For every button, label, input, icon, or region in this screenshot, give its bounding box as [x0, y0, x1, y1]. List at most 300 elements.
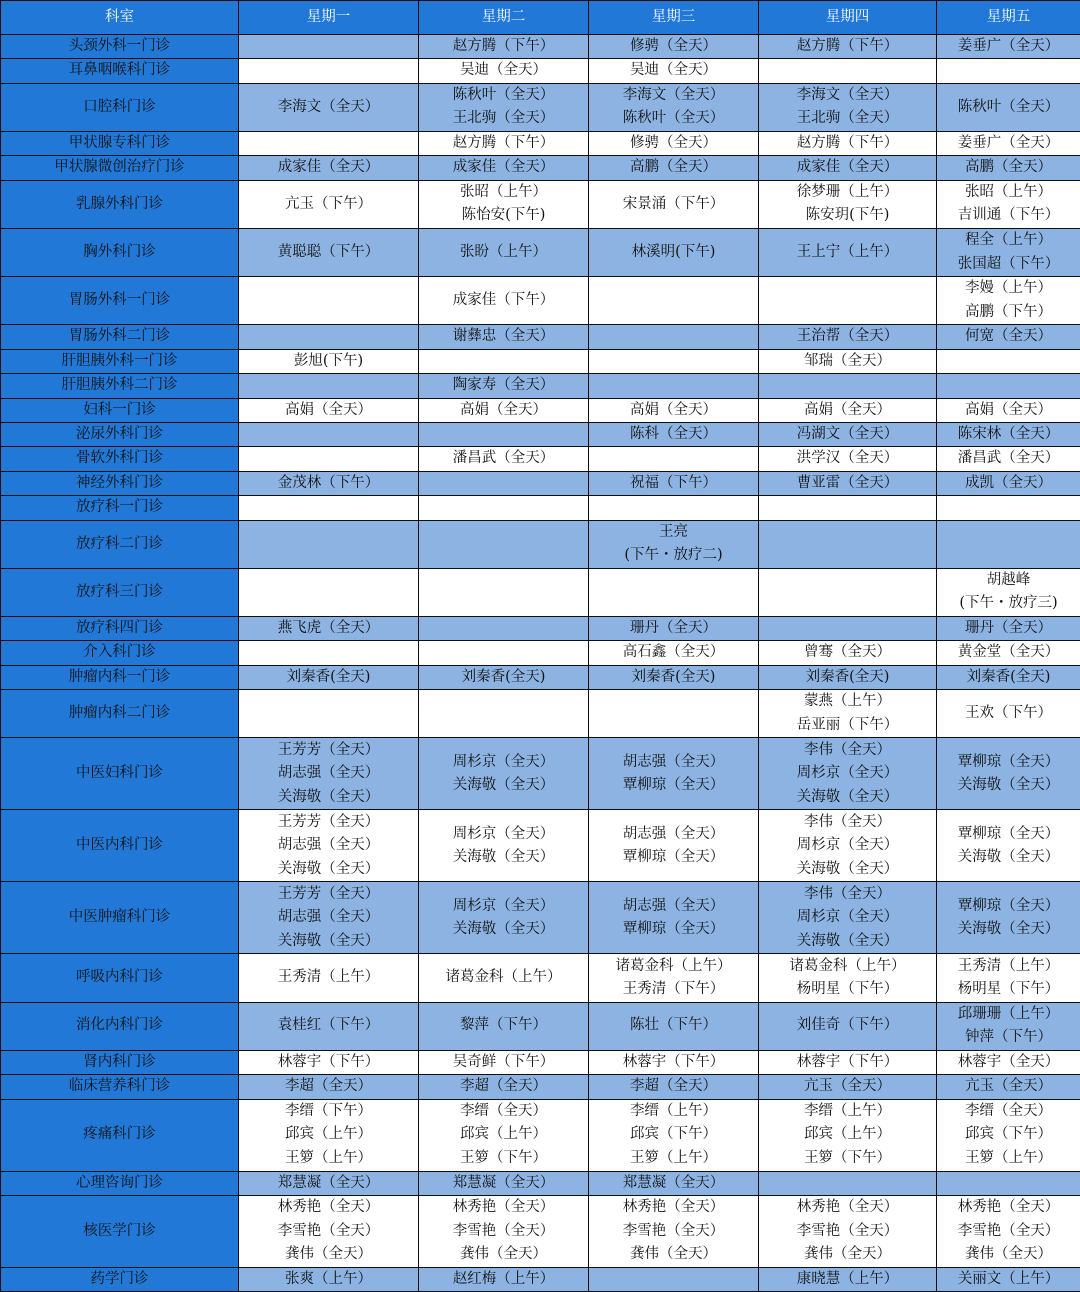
schedule-cell-thursday [759, 156, 937, 180]
doctor-entry: 王箩（下午） [759, 1147, 936, 1170]
doctor-entry: 高娟（全天） [589, 399, 758, 422]
doctor-entry: 李超（全天） [589, 1075, 758, 1098]
doctor-entry: 成家佳（全天） [239, 156, 418, 179]
schedule-cell-monday [239, 665, 419, 689]
doctor-entry: 王箩（上午） [239, 1147, 418, 1170]
doctor-entry: 高娟（全天） [239, 399, 418, 422]
doctor-entry: 林蓉宇（下午） [759, 1051, 936, 1074]
doctor-entry: (下午・放疗三) [937, 592, 1080, 615]
doctor-entry: 林秀艳（全天） [239, 1196, 418, 1219]
schedule-cell-tuesday [419, 954, 589, 1002]
table-row [1, 156, 1080, 180]
doctor-entry: 李伟（全天） [759, 811, 936, 834]
doctor-entry: 王秀清（上午） [239, 966, 418, 989]
doctor-entry: 胡志强（全天） [239, 834, 418, 857]
schedule-cell-monday [239, 1075, 419, 1099]
schedule-cell-monday [239, 1171, 419, 1195]
schedule-cell-wednesday [589, 398, 759, 422]
schedule-cell-wednesday [589, 325, 759, 349]
doctor-entry: 蒙燕（上午） [759, 690, 936, 713]
doctor-entry: 诸葛金科（上午） [589, 955, 758, 978]
schedule-cell-friday [937, 277, 1080, 325]
doctor-entry: 覃柳琼（全天） [937, 751, 1080, 774]
doctor-entry: 关丽文（上午） [937, 1268, 1080, 1291]
doctor-entry: 诸葛金科（上午） [759, 955, 936, 978]
schedule-cell-thursday [759, 520, 937, 568]
doctor-entry: 胡志强（全天） [239, 762, 418, 785]
schedule-cell-monday [239, 617, 419, 641]
doctor-entry: 成凯（全天） [937, 472, 1080, 495]
department-name: 中医内科门诊 [1, 810, 239, 882]
department-name: 疼痛科门诊 [1, 1099, 239, 1171]
schedule-cell-tuesday [419, 1099, 589, 1171]
schedule-cell-tuesday [419, 447, 589, 471]
doctor-entry: 陈秋叶（全天） [589, 107, 758, 130]
doctor-entry: 程全（上午） [937, 229, 1080, 252]
doctor-entry: 王箩（下午） [419, 1147, 588, 1170]
doctor-entry: 胡志强（全天） [589, 751, 758, 774]
schedule-cell-tuesday [419, 496, 589, 520]
doctor-entry: 林秀艳（全天） [759, 1196, 936, 1219]
doctor-entry: 李缙（全天） [937, 1100, 1080, 1123]
schedule-cell-monday [239, 277, 419, 325]
doctor-entry: 修骋（全天） [589, 35, 758, 58]
doctor-entry: 胡志强（全天） [589, 895, 758, 918]
schedule-cell-wednesday [589, 1268, 759, 1292]
doctor-entry: 刘佳奇（下午） [759, 1014, 936, 1037]
doctor-entry: 高石鑫（全天） [589, 641, 758, 664]
doctor-entry: 陈宋林（全天） [937, 423, 1080, 446]
doctor-entry: 李超（全天） [239, 1075, 418, 1098]
doctor-entry: 吴迪（全天） [589, 59, 758, 82]
schedule-cell-friday [937, 59, 1080, 83]
schedule-cell-wednesday [589, 1171, 759, 1195]
doctor-entry: 李缙（上午） [589, 1100, 758, 1123]
schedule-cell-thursday [759, 471, 937, 495]
schedule-cell-friday [937, 1050, 1080, 1074]
schedule-cell-tuesday [419, 180, 589, 228]
doctor-entry: 王欢（下午） [937, 702, 1080, 725]
schedule-cell-thursday [759, 229, 937, 277]
schedule-cell-tuesday [419, 1075, 589, 1099]
doctor-entry: 林秀艳（全天） [589, 1196, 758, 1219]
table-row [1, 665, 1080, 689]
schedule-cell-monday [239, 568, 419, 616]
schedule-cell-tuesday [419, 690, 589, 738]
table-row [1, 325, 1080, 349]
schedule-cell-thursday [759, 496, 937, 520]
doctor-entry: 李伟（全天） [759, 883, 936, 906]
schedule-cell-wednesday [589, 1050, 759, 1074]
doctor-entry: 成家佳（下午） [419, 289, 588, 312]
doctor-entry: 杨明星（下午） [759, 978, 936, 1001]
doctor-entry: 关海敬（全天） [759, 930, 936, 953]
schedule-cell-tuesday [419, 520, 589, 568]
schedule-cell-tuesday [419, 1268, 589, 1292]
doctor-entry: 珊丹（全天） [589, 617, 758, 640]
schedule-cell-tuesday [419, 1196, 589, 1268]
schedule-cell-wednesday [589, 349, 759, 373]
header-row [1, 1, 1080, 35]
schedule-cell-thursday [759, 83, 937, 131]
table-row [1, 59, 1080, 83]
doctor-entry: 郑慧凝（全天） [419, 1172, 588, 1195]
doctor-entry: 吴迪（全天） [419, 59, 588, 82]
schedule-cell-thursday [759, 1075, 937, 1099]
table-row [1, 1050, 1080, 1074]
doctor-entry: 刘秦香(全天) [759, 666, 936, 689]
doctor-entry: 宋景涌（下午） [589, 193, 758, 216]
doctor-entry: 曹亚雷（全天） [759, 472, 936, 495]
table-row [1, 882, 1080, 954]
doctor-entry: 龚伟（全天） [937, 1243, 1080, 1266]
doctor-entry: 姜垂广（全天） [937, 35, 1080, 58]
schedule-cell-friday [937, 229, 1080, 277]
schedule-cell-thursday [759, 180, 937, 228]
doctor-entry: 覃柳琼（全天） [589, 846, 758, 869]
schedule-cell-monday [239, 156, 419, 180]
schedule-cell-friday [937, 156, 1080, 180]
schedule-cell-thursday [759, 665, 937, 689]
schedule-cell-friday [937, 568, 1080, 616]
schedule-cell-thursday [759, 447, 937, 471]
doctor-entry: 姜垂广（全天） [937, 132, 1080, 155]
doctor-entry: 高鹏（下午） [937, 301, 1080, 324]
schedule-cell-friday [937, 665, 1080, 689]
doctor-entry: 王箩（上午） [589, 1147, 758, 1170]
doctor-entry: 刘秦香(全天) [937, 666, 1080, 689]
department-name: 泌尿外科门诊 [1, 423, 239, 447]
schedule-cell-friday [937, 1268, 1080, 1292]
doctor-entry: 陈科（全天） [589, 423, 758, 446]
schedule-cell-friday [937, 690, 1080, 738]
schedule-cell-wednesday [589, 1196, 759, 1268]
schedule-cell-friday [937, 423, 1080, 447]
schedule-cell-thursday [759, 325, 937, 349]
schedule-cell-wednesday [589, 810, 759, 882]
doctor-entry: 李海文（全天） [239, 96, 418, 119]
schedule-cell-thursday [759, 810, 937, 882]
table-row [1, 520, 1080, 568]
schedule-cell-wednesday [589, 665, 759, 689]
schedule-cell-tuesday [419, 132, 589, 156]
table-row [1, 423, 1080, 447]
doctor-entry: 赵方腾（下午） [419, 132, 588, 155]
department-name: 肝胆胰外科一门诊 [1, 349, 239, 373]
schedule-cell-thursday [759, 738, 937, 810]
schedule-cell-tuesday [419, 1050, 589, 1074]
doctor-entry: 周杉京（全天） [419, 751, 588, 774]
schedule-cell-tuesday [419, 156, 589, 180]
doctor-entry: 关海敬（全天） [937, 774, 1080, 797]
doctor-entry: 黄金堂（全天） [937, 641, 1080, 664]
schedule-cell-tuesday [419, 665, 589, 689]
schedule-cell-wednesday [589, 617, 759, 641]
department-name: 神经外科门诊 [1, 471, 239, 495]
table-row [1, 1075, 1080, 1099]
doctor-entry: 徐梦珊（上午） [759, 181, 936, 204]
doctor-entry: 张国超（下午） [937, 253, 1080, 276]
schedule-cell-monday [239, 954, 419, 1002]
doctor-entry: 钟萍（下午） [937, 1026, 1080, 1049]
doctor-entry: 龚伟（全天） [589, 1243, 758, 1266]
doctor-entry: 谢彝忠（全天） [419, 325, 588, 348]
schedule-cell-monday [239, 1268, 419, 1292]
doctor-entry: 黄聪聪（下午） [239, 241, 418, 264]
schedule-cell-monday [239, 1099, 419, 1171]
doctor-entry: 张盼（上午） [419, 241, 588, 264]
schedule-cell-thursday [759, 641, 937, 665]
table-row [1, 496, 1080, 520]
schedule-cell-friday [937, 954, 1080, 1002]
doctor-entry: 林蓉宇（全天） [937, 1051, 1080, 1074]
department-name: 介入科门诊 [1, 641, 239, 665]
schedule-cell-wednesday [589, 83, 759, 131]
table-row [1, 374, 1080, 398]
schedule-cell-friday [937, 1099, 1080, 1171]
doctor-entry: 关海敬（全天） [419, 846, 588, 869]
table-row [1, 690, 1080, 738]
schedule-cell-thursday [759, 35, 937, 59]
table-row [1, 83, 1080, 131]
schedule-cell-monday [239, 1002, 419, 1050]
schedule-cell-wednesday [589, 447, 759, 471]
schedule-cell-thursday [759, 374, 937, 398]
header-monday: 星期一 [239, 1, 419, 35]
schedule-cell-wednesday [589, 423, 759, 447]
doctor-entry: 亢玉（下午） [239, 193, 418, 216]
doctor-entry: 赵红梅（上午） [419, 1268, 588, 1291]
table-row [1, 1171, 1080, 1195]
doctor-entry: 袁桂红（下午） [239, 1014, 418, 1037]
schedule-cell-tuesday [419, 83, 589, 131]
schedule-cell-monday [239, 374, 419, 398]
doctor-entry: 修骋（全天） [589, 132, 758, 155]
doctor-entry: 张昭（上午） [419, 181, 588, 204]
header-wednesday: 星期三 [589, 1, 759, 35]
schedule-cell-thursday [759, 423, 937, 447]
doctor-entry: 李海文（全天） [759, 84, 936, 107]
department-name: 胃肠外科二门诊 [1, 325, 239, 349]
doctor-entry: 邱宾（上午） [419, 1123, 588, 1146]
doctor-entry: 成家佳（全天） [419, 156, 588, 179]
schedule-cell-monday [239, 690, 419, 738]
doctor-entry: 高鹏（全天） [589, 156, 758, 179]
schedule-cell-tuesday [419, 374, 589, 398]
doctor-entry: 岳亚丽（下午） [759, 714, 936, 737]
doctor-entry: 彭旭(下午) [239, 350, 418, 373]
department-name: 放疗科四门诊 [1, 617, 239, 641]
doctor-entry: 李雪艳（全天） [239, 1220, 418, 1243]
doctor-entry: 邱宾（上午） [239, 1123, 418, 1146]
schedule-cell-friday [937, 617, 1080, 641]
schedule-cell-tuesday [419, 35, 589, 59]
doctor-entry: 高娟（全天） [419, 399, 588, 422]
schedule-cell-friday [937, 641, 1080, 665]
doctor-entry: 覃柳琼（全天） [937, 823, 1080, 846]
doctor-entry: 珊丹（全天） [937, 617, 1080, 640]
doctor-entry: 郑慧凝（全天） [239, 1172, 418, 1195]
schedule-cell-friday [937, 471, 1080, 495]
doctor-entry: 关海敬（全天） [239, 786, 418, 809]
doctor-entry: 关海敬（全天） [239, 858, 418, 881]
schedule-cell-thursday [759, 1050, 937, 1074]
doctor-entry: 高娟（全天） [937, 399, 1080, 422]
schedule-cell-friday [937, 738, 1080, 810]
table-row [1, 1196, 1080, 1268]
doctor-entry: 王秀清（下午） [589, 978, 758, 1001]
doctor-entry: 吴奇鲜（下午） [419, 1051, 588, 1074]
header-thursday: 星期四 [759, 1, 937, 35]
schedule-cell-thursday [759, 132, 937, 156]
department-name: 胃肠外科一门诊 [1, 277, 239, 325]
doctor-entry: 林秀艳（全天） [937, 1196, 1080, 1219]
schedule-cell-wednesday [589, 1099, 759, 1171]
schedule-cell-friday [937, 1196, 1080, 1268]
doctor-entry: 林蓉宇（下午） [589, 1051, 758, 1074]
schedule-cell-wednesday [589, 954, 759, 1002]
doctor-entry: 关海敬（全天） [759, 786, 936, 809]
schedule-cell-tuesday [419, 738, 589, 810]
schedule-cell-friday [937, 374, 1080, 398]
doctor-entry: 关海敬（全天） [239, 930, 418, 953]
schedule-cell-thursday [759, 1002, 937, 1050]
schedule-cell-wednesday [589, 1002, 759, 1050]
schedule-cell-wednesday [589, 1075, 759, 1099]
department-name: 中医肿瘤科门诊 [1, 882, 239, 954]
doctor-entry: 关海敬（全天） [937, 846, 1080, 869]
schedule-cell-tuesday [419, 423, 589, 447]
doctor-entry: 李雪艳（全天） [759, 1220, 936, 1243]
doctor-entry: 李嫚（上午） [937, 277, 1080, 300]
doctor-entry: 陈怡安(下午) [419, 204, 588, 227]
schedule-cell-thursday [759, 690, 937, 738]
department-name: 放疗科一门诊 [1, 496, 239, 520]
schedule-cell-tuesday [419, 277, 589, 325]
doctor-entry: 王北驹（全天） [419, 107, 588, 130]
doctor-entry: 关海敬（全天） [419, 774, 588, 797]
department-name: 耳鼻咽喉科门诊 [1, 59, 239, 83]
doctor-entry: 赵方腾（下午） [419, 35, 588, 58]
doctor-entry: 王上宁（上午） [759, 241, 936, 264]
doctor-entry: 洪学汉（全天） [759, 447, 936, 470]
doctor-entry: 王芳芳（全天） [239, 883, 418, 906]
doctor-entry: 吉训通（下午） [937, 204, 1080, 227]
schedule-cell-monday [239, 641, 419, 665]
schedule-cell-friday [937, 1075, 1080, 1099]
doctor-entry: 赵方腾（下午） [759, 132, 936, 155]
doctor-entry: 李雪艳（全天） [937, 1220, 1080, 1243]
schedule-cell-thursday [759, 1171, 937, 1195]
schedule-cell-friday [937, 1171, 1080, 1195]
department-name: 消化内科门诊 [1, 1002, 239, 1050]
schedule-cell-tuesday [419, 617, 589, 641]
doctor-entry: 胡志强（全天） [589, 823, 758, 846]
schedule-cell-friday [937, 83, 1080, 131]
schedule-cell-thursday [759, 1099, 937, 1171]
doctor-entry: 潘昌武（全天） [937, 447, 1080, 470]
doctor-entry: 关海敬（全天） [937, 918, 1080, 941]
schedule-cell-wednesday [589, 738, 759, 810]
schedule-cell-monday [239, 83, 419, 131]
department-name: 药学门诊 [1, 1268, 239, 1292]
table-row [1, 954, 1080, 1002]
table-row [1, 738, 1080, 810]
doctor-entry: 李伟（全天） [759, 739, 936, 762]
department-name: 肝胆胰外科二门诊 [1, 374, 239, 398]
schedule-cell-wednesday [589, 568, 759, 616]
table-row [1, 1268, 1080, 1292]
doctor-entry: 曾骞（全天） [759, 641, 936, 664]
schedule-cell-thursday [759, 398, 937, 422]
doctor-entry: 周杉京（全天） [759, 906, 936, 929]
schedule-cell-monday [239, 180, 419, 228]
table-row [1, 398, 1080, 422]
schedule-cell-monday [239, 59, 419, 83]
doctor-entry: 王芳芳（全天） [239, 739, 418, 762]
schedule-cell-wednesday [589, 156, 759, 180]
schedule-cell-monday [239, 882, 419, 954]
doctor-entry: 周杉京（全天） [759, 762, 936, 785]
schedule-cell-friday [937, 882, 1080, 954]
schedule-cell-friday [937, 810, 1080, 882]
schedule-cell-friday [937, 325, 1080, 349]
doctor-entry: 赵方腾（下午） [759, 35, 936, 58]
doctor-entry: 关海敬（全天） [419, 918, 588, 941]
table-row [1, 1002, 1080, 1050]
doctor-entry: 杨明星（下午） [937, 978, 1080, 1001]
doctor-entry: 龚伟（全天） [419, 1243, 588, 1266]
schedule-cell-tuesday [419, 398, 589, 422]
department-name: 妇科一门诊 [1, 398, 239, 422]
schedule-cell-tuesday [419, 882, 589, 954]
schedule-cell-friday [937, 349, 1080, 373]
table-row [1, 349, 1080, 373]
schedule-cell-tuesday [419, 641, 589, 665]
schedule-cell-thursday [759, 617, 937, 641]
department-name: 骨软外科门诊 [1, 447, 239, 471]
doctor-entry: 邱宾（上午） [759, 1123, 936, 1146]
table-row [1, 180, 1080, 228]
doctor-entry: 邱珊珊（上午） [937, 1003, 1080, 1026]
doctor-entry: 潘昌武（全天） [419, 447, 588, 470]
doctor-entry: 金茂林（下午） [239, 472, 418, 495]
doctor-entry: 李超（全天） [419, 1075, 588, 1098]
department-name: 放疗科二门诊 [1, 520, 239, 568]
schedule-cell-tuesday [419, 471, 589, 495]
doctor-entry: 王北驹（全天） [759, 107, 936, 130]
doctor-entry: 康晓慧（上午） [759, 1268, 936, 1291]
doctor-entry: 胡越峰 [937, 569, 1080, 592]
doctor-entry: 陈秋叶（全天） [937, 96, 1080, 119]
department-name: 临床营养科门诊 [1, 1075, 239, 1099]
schedule-cell-wednesday [589, 59, 759, 83]
doctor-entry: 祝福（下午） [589, 472, 758, 495]
schedule-cell-monday [239, 229, 419, 277]
schedule-cell-tuesday [419, 568, 589, 616]
schedule-cell-monday [239, 35, 419, 59]
schedule-cell-wednesday [589, 132, 759, 156]
table-row [1, 568, 1080, 616]
schedule-cell-friday [937, 1002, 1080, 1050]
schedule-cell-tuesday [419, 810, 589, 882]
schedule-cell-tuesday [419, 59, 589, 83]
doctor-entry: 李缙（下午） [239, 1100, 418, 1123]
doctor-entry: 王芳芳（全天） [239, 811, 418, 834]
table-row [1, 641, 1080, 665]
department-name: 肿瘤内科二门诊 [1, 690, 239, 738]
doctor-entry: 王亮 [589, 521, 758, 544]
